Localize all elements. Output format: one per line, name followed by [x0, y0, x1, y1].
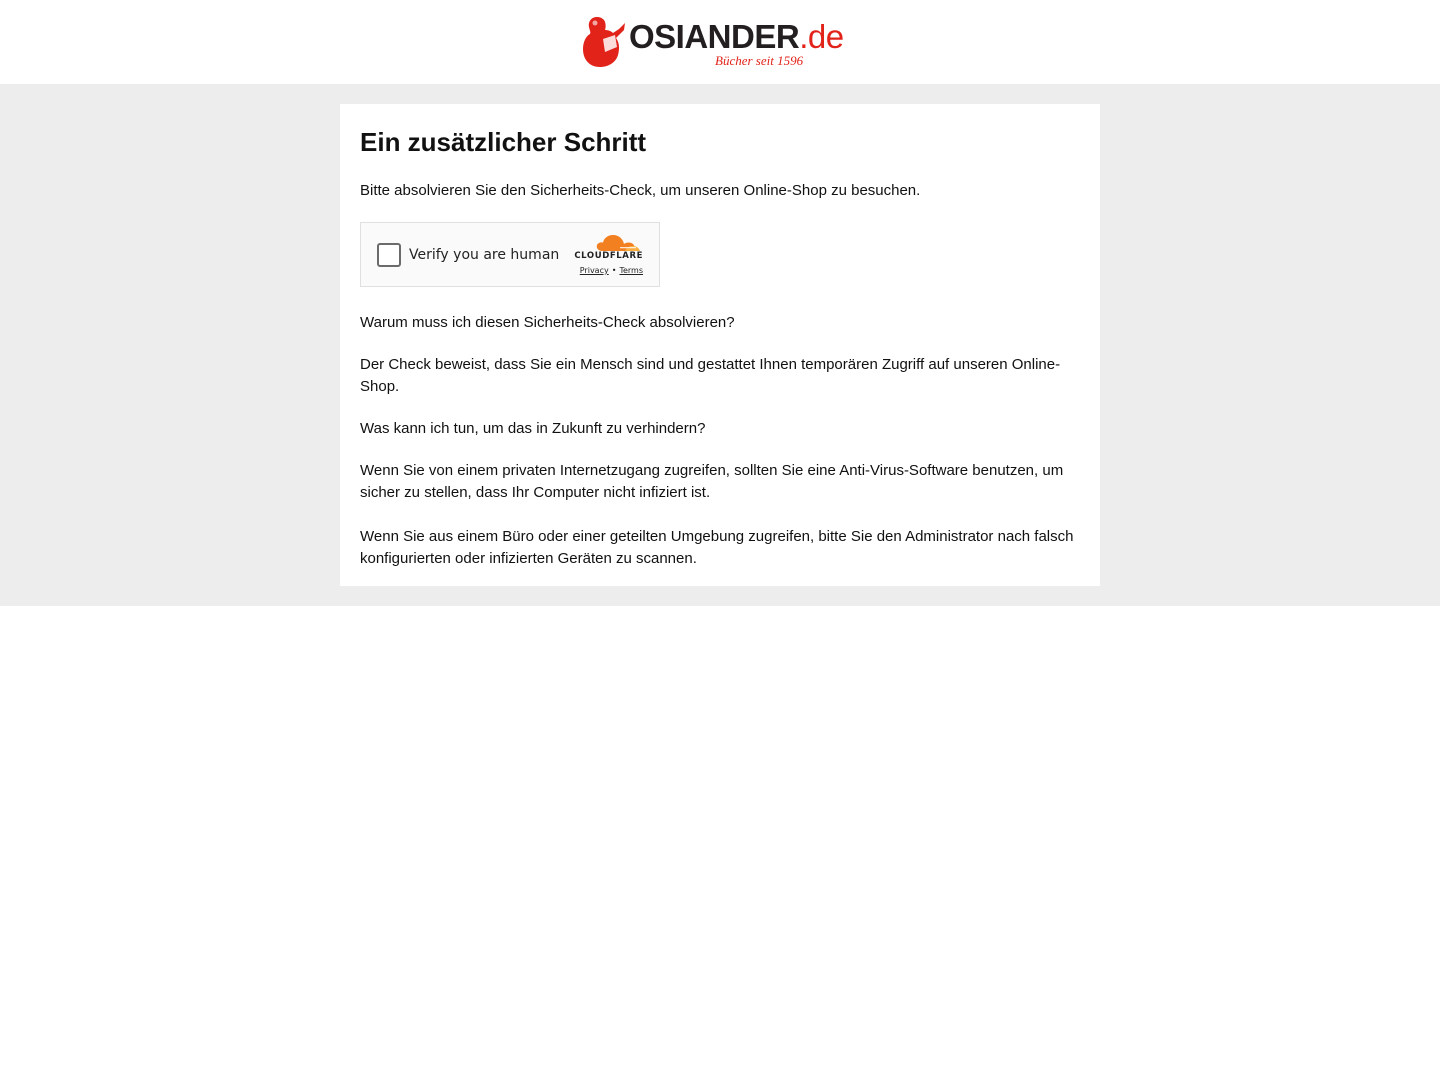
cloudflare-links — [567, 265, 643, 277]
privacy-link[interactable]: Privacy — [579, 266, 609, 275]
logo-tld: .de — [799, 18, 844, 55]
cloudflare-branding — [567, 234, 643, 277]
site-header — [0, 0, 1440, 84]
faq-answer-office: Wenn Sie aus einem Büro oder einer geteilten Umgebung zugreifen, bitte Sie den Administrator nach falsch konfigurierten oder infizierten Geräten zu scannen. — [360, 528, 1074, 567]
verify-label[interactable]: Verify you are human — [409, 247, 560, 263]
faq-question-prevent: Was kann ich tun, um das in Zukunft zu verhindern? — [360, 420, 706, 437]
turnstile-widget — [360, 222, 660, 287]
faq-question-why: Warum muss ich diesen Sicherheits-Check absolvieren? — [360, 314, 735, 331]
faq-answer-why: Der Check beweist, dass Sie ein Mensch sind und gestattet Ihnen temporären Zugriff auf unseren Online-Shop. — [360, 356, 1061, 395]
link-separator: • — [611, 266, 617, 275]
logo-tagline: Bücher seit 1596 — [715, 53, 804, 68]
logo-wordmark — [629, 19, 844, 55]
page-title: Ein zusätzlicher Schritt — [360, 127, 647, 157]
cloudflare-cloud-icon — [593, 234, 643, 252]
terms-link[interactable]: Terms — [619, 266, 643, 275]
intro-text: Bitte absolvieren Sie den Sicherheits-Check, um unseren Online-Shop zu besuchen. — [360, 182, 921, 199]
reader-figure-icon — [581, 15, 627, 69]
content-band — [0, 84, 1440, 606]
osiander-logo[interactable] — [581, 15, 859, 69]
logo-brand: OSIANDER — [629, 18, 800, 55]
faq-answer-private: Wenn Sie von einem privaten Internetzugang zugreifen, sollten Sie eine Anti-Virus-Software benutzen, um sicher zu stellen, dass Ihr Computer nicht infiziert ist. — [360, 462, 1064, 501]
cloudflare-wordmark: CLOUDFLARE — [574, 251, 643, 261]
verify-checkbox[interactable] — [377, 243, 401, 267]
challenge-card — [340, 104, 1100, 586]
